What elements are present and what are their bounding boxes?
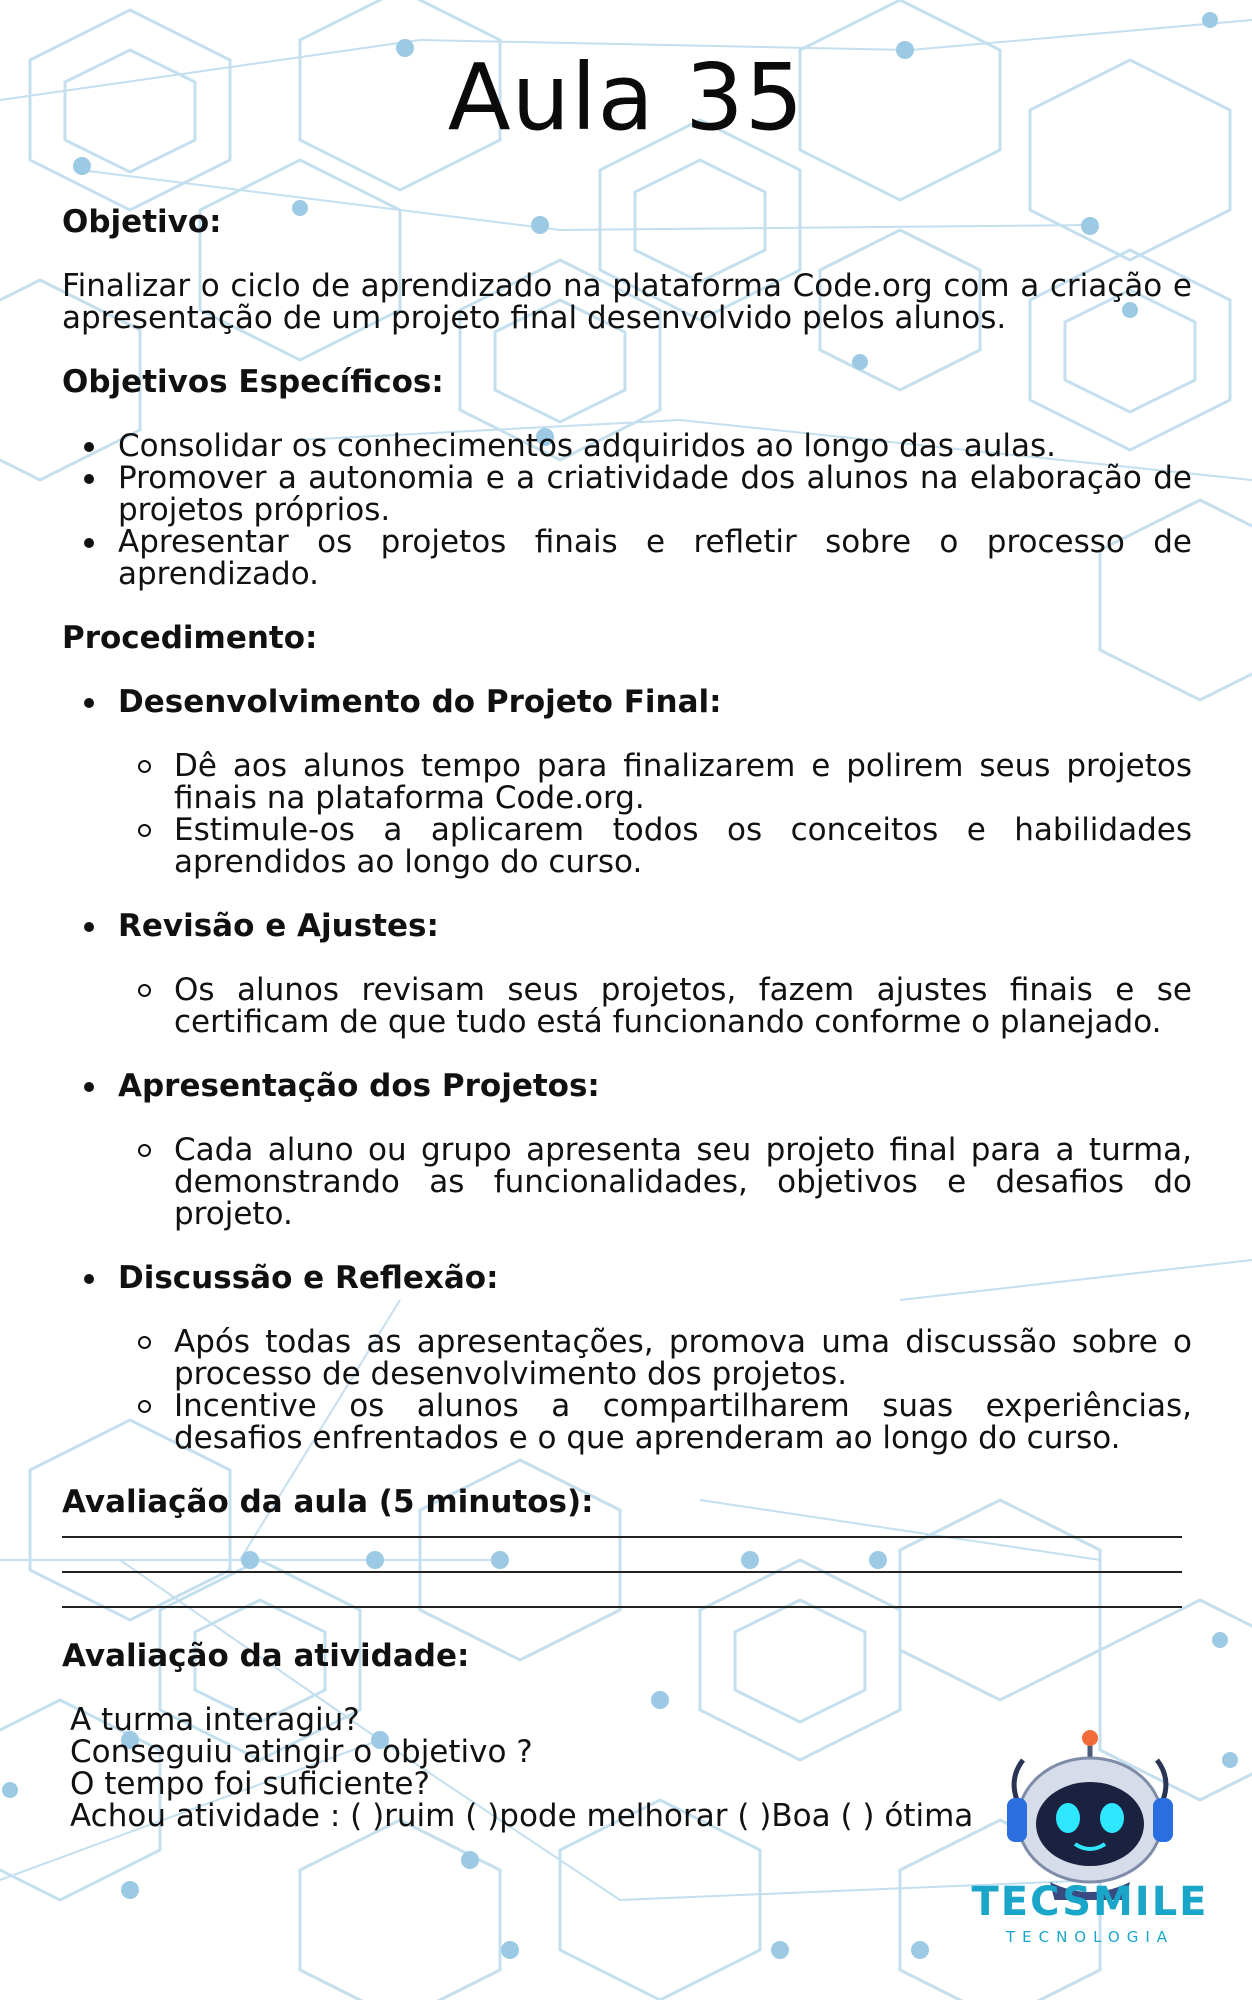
page-title: Aula 35 xyxy=(447,44,805,151)
evaluation-question: Conseguiu atingir o objetivo ? xyxy=(70,1734,533,1770)
procedure-substeps xyxy=(118,750,1192,878)
brand-name: TECSMILE xyxy=(971,1879,1209,1925)
procedure-step-title: Apresentação dos Projetos: xyxy=(118,1068,600,1104)
list-item: Dê aos alunos tempo para finalizarem e polirem seus projetos finais na plataforma Code.org. xyxy=(118,750,1192,814)
evaluation-question: Achou atividade : ( )ruim ( )pode melhorar ( )Boa ( ) ótima xyxy=(70,1798,974,1834)
evaluation-question: O tempo foi suficiente? xyxy=(70,1766,430,1802)
answer-line xyxy=(62,1518,1182,1538)
objetivo-text: Finalizar o ciclo de aprendizado na plataforma Code.org com a criação e apresentação de um projeto final desenvolvido pelos alunos. xyxy=(62,268,1192,336)
list-item: Após todas as apresentações, promova uma discussão sobre o processo de desenvolvimento dos projetos. xyxy=(118,1326,1192,1390)
procedure-substeps xyxy=(118,1134,1192,1230)
answer-line xyxy=(62,1573,1182,1608)
procedure-step-title: Desenvolvimento do Projeto Final: xyxy=(118,684,722,720)
brand-tagline: TECNOLOGIA xyxy=(1005,1928,1175,1946)
procedure-step xyxy=(62,910,1192,1070)
avaliacao-aula-heading: Avaliação da aula (5 minutos): xyxy=(62,1484,594,1520)
lesson-content xyxy=(62,206,1192,1832)
list-item: Estimule-os a aplicarem todos os conceitos e habilidades aprendidos ao longo do curso. xyxy=(118,814,1192,878)
answer-line xyxy=(62,1538,1182,1573)
list-item: Cada aluno ou grupo apresenta seu projeto final para a turma, demonstrando as funcionalidades, objetivos e desafios do projeto. xyxy=(118,1134,1192,1230)
objetivos-especificos-list xyxy=(62,430,1192,590)
procedure-substeps xyxy=(118,1326,1192,1454)
procedure-step xyxy=(62,1262,1192,1454)
procedure-step xyxy=(62,686,1192,910)
procedimento-heading: Procedimento: xyxy=(62,620,318,656)
objetivos-especificos-heading: Objetivos Específicos: xyxy=(62,364,444,400)
list-item: Consolidar os conhecimentos adquiridos ao longo das aulas. xyxy=(62,430,1192,462)
list-item: Promover a autonomia e a criatividade dos alunos na elaboração de projetos próprios. xyxy=(62,462,1192,526)
avaliacao-atividade-heading: Avaliação da atividade: xyxy=(62,1638,470,1674)
list-item: Apresentar os projetos finais e refletir sobre o processo de aprendizado. xyxy=(62,526,1192,590)
procedimento-steps xyxy=(62,686,1192,1454)
list-item: Incentive os alunos a compartilharem suas experiências, desafios enfrentados e o que aprenderam ao longo do curso. xyxy=(118,1390,1192,1454)
procedure-step xyxy=(62,1070,1192,1262)
objetivo-heading: Objetivo: xyxy=(62,204,222,240)
evaluation-question: A turma interagiu? xyxy=(70,1702,360,1738)
procedure-substeps xyxy=(118,974,1192,1038)
list-item: Os alunos revisam seus projetos, fazem ajustes finais e se certificam de que tudo está funcionando conforme o planejado. xyxy=(118,974,1192,1038)
procedure-step-title: Revisão e Ajustes: xyxy=(118,908,439,944)
robot-mascot-logo xyxy=(965,1720,1215,1900)
procedure-step-title: Discussão e Reflexão: xyxy=(118,1260,499,1296)
